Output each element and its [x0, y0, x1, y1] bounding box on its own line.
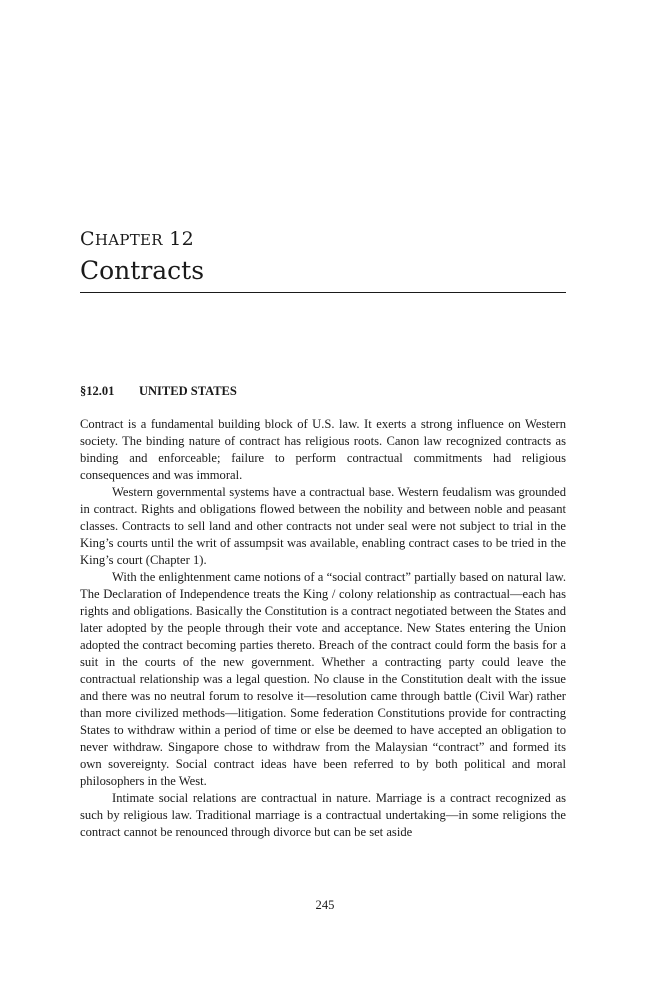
chapter-title: Contracts [80, 256, 205, 285]
section-heading [80, 384, 237, 399]
paragraph: With the enlightenment came notions of a “social contract” partially based on natural law. The Declaration of Independence treats the King / colony relationship as contractual—each has rights and obligations. Basically the Constitution is a contract negotiated between the States and later adopted by the people through their vote and acceptance. New States entering the Union adopted the contract becoming parties thereto. Breach of the contract could form the basis for a suit in the courts of the new government. Whether a contracting party could leave the contractual relationship was a legal question. No clause in the Constitution dealt with the issue and there was no neutral forum to resolve it—resolution came through battle (Civil War) rather than more civilized methods—litigation. Some federation Constitutions provide for contracting States to withdraw within a period of time or else be deemed to have accepted an obligation to never withdraw. Singapore chose to withdraw from the Malaysian “contract” and formed its own sovereignty. Social contract ideas have been referred to by both political and moral philosophers in the West. [80, 570, 566, 788]
chapter-divider [80, 292, 566, 293]
section-number: §12.01 [80, 384, 115, 398]
chapter-number: 12 [169, 228, 195, 250]
paragraph: Contract is a fundamental building block of U.S. law. It exerts a strong influence on Western society. The binding nature of contract has religious roots. Canon law recognized contracts as binding and enforceable; failure to perform contractual commitments had religious consequences and was immoral. [80, 417, 566, 482]
chapter-label-initial: C [80, 228, 95, 250]
chapter-label-rest: HAPTER [94, 231, 163, 249]
paragraph: Western governmental systems have a contractual base. Western feudalism was grounded in contract. Rights and obligations flowed between the nobility and between noble and peasant classes. Contracts to sell land and other contracts not under seal were not subject to trial in the King’s courts until the writ of assumpsit was available, enabling contract cases to be tried in the King’s court (Chapter 1). [80, 485, 566, 567]
section-title: UNITED STATES [139, 384, 237, 398]
paragraph: Intimate social relations are contractual in nature. Marriage is a contract recognized as such by religious law. Traditional marriage is a contractual undertaking—in some religions the contract cannot be renounced through divorce but can be set aside [80, 791, 566, 839]
page-number: 245 [315, 898, 335, 912]
chapter-label [80, 228, 194, 250]
body-text [80, 416, 566, 841]
